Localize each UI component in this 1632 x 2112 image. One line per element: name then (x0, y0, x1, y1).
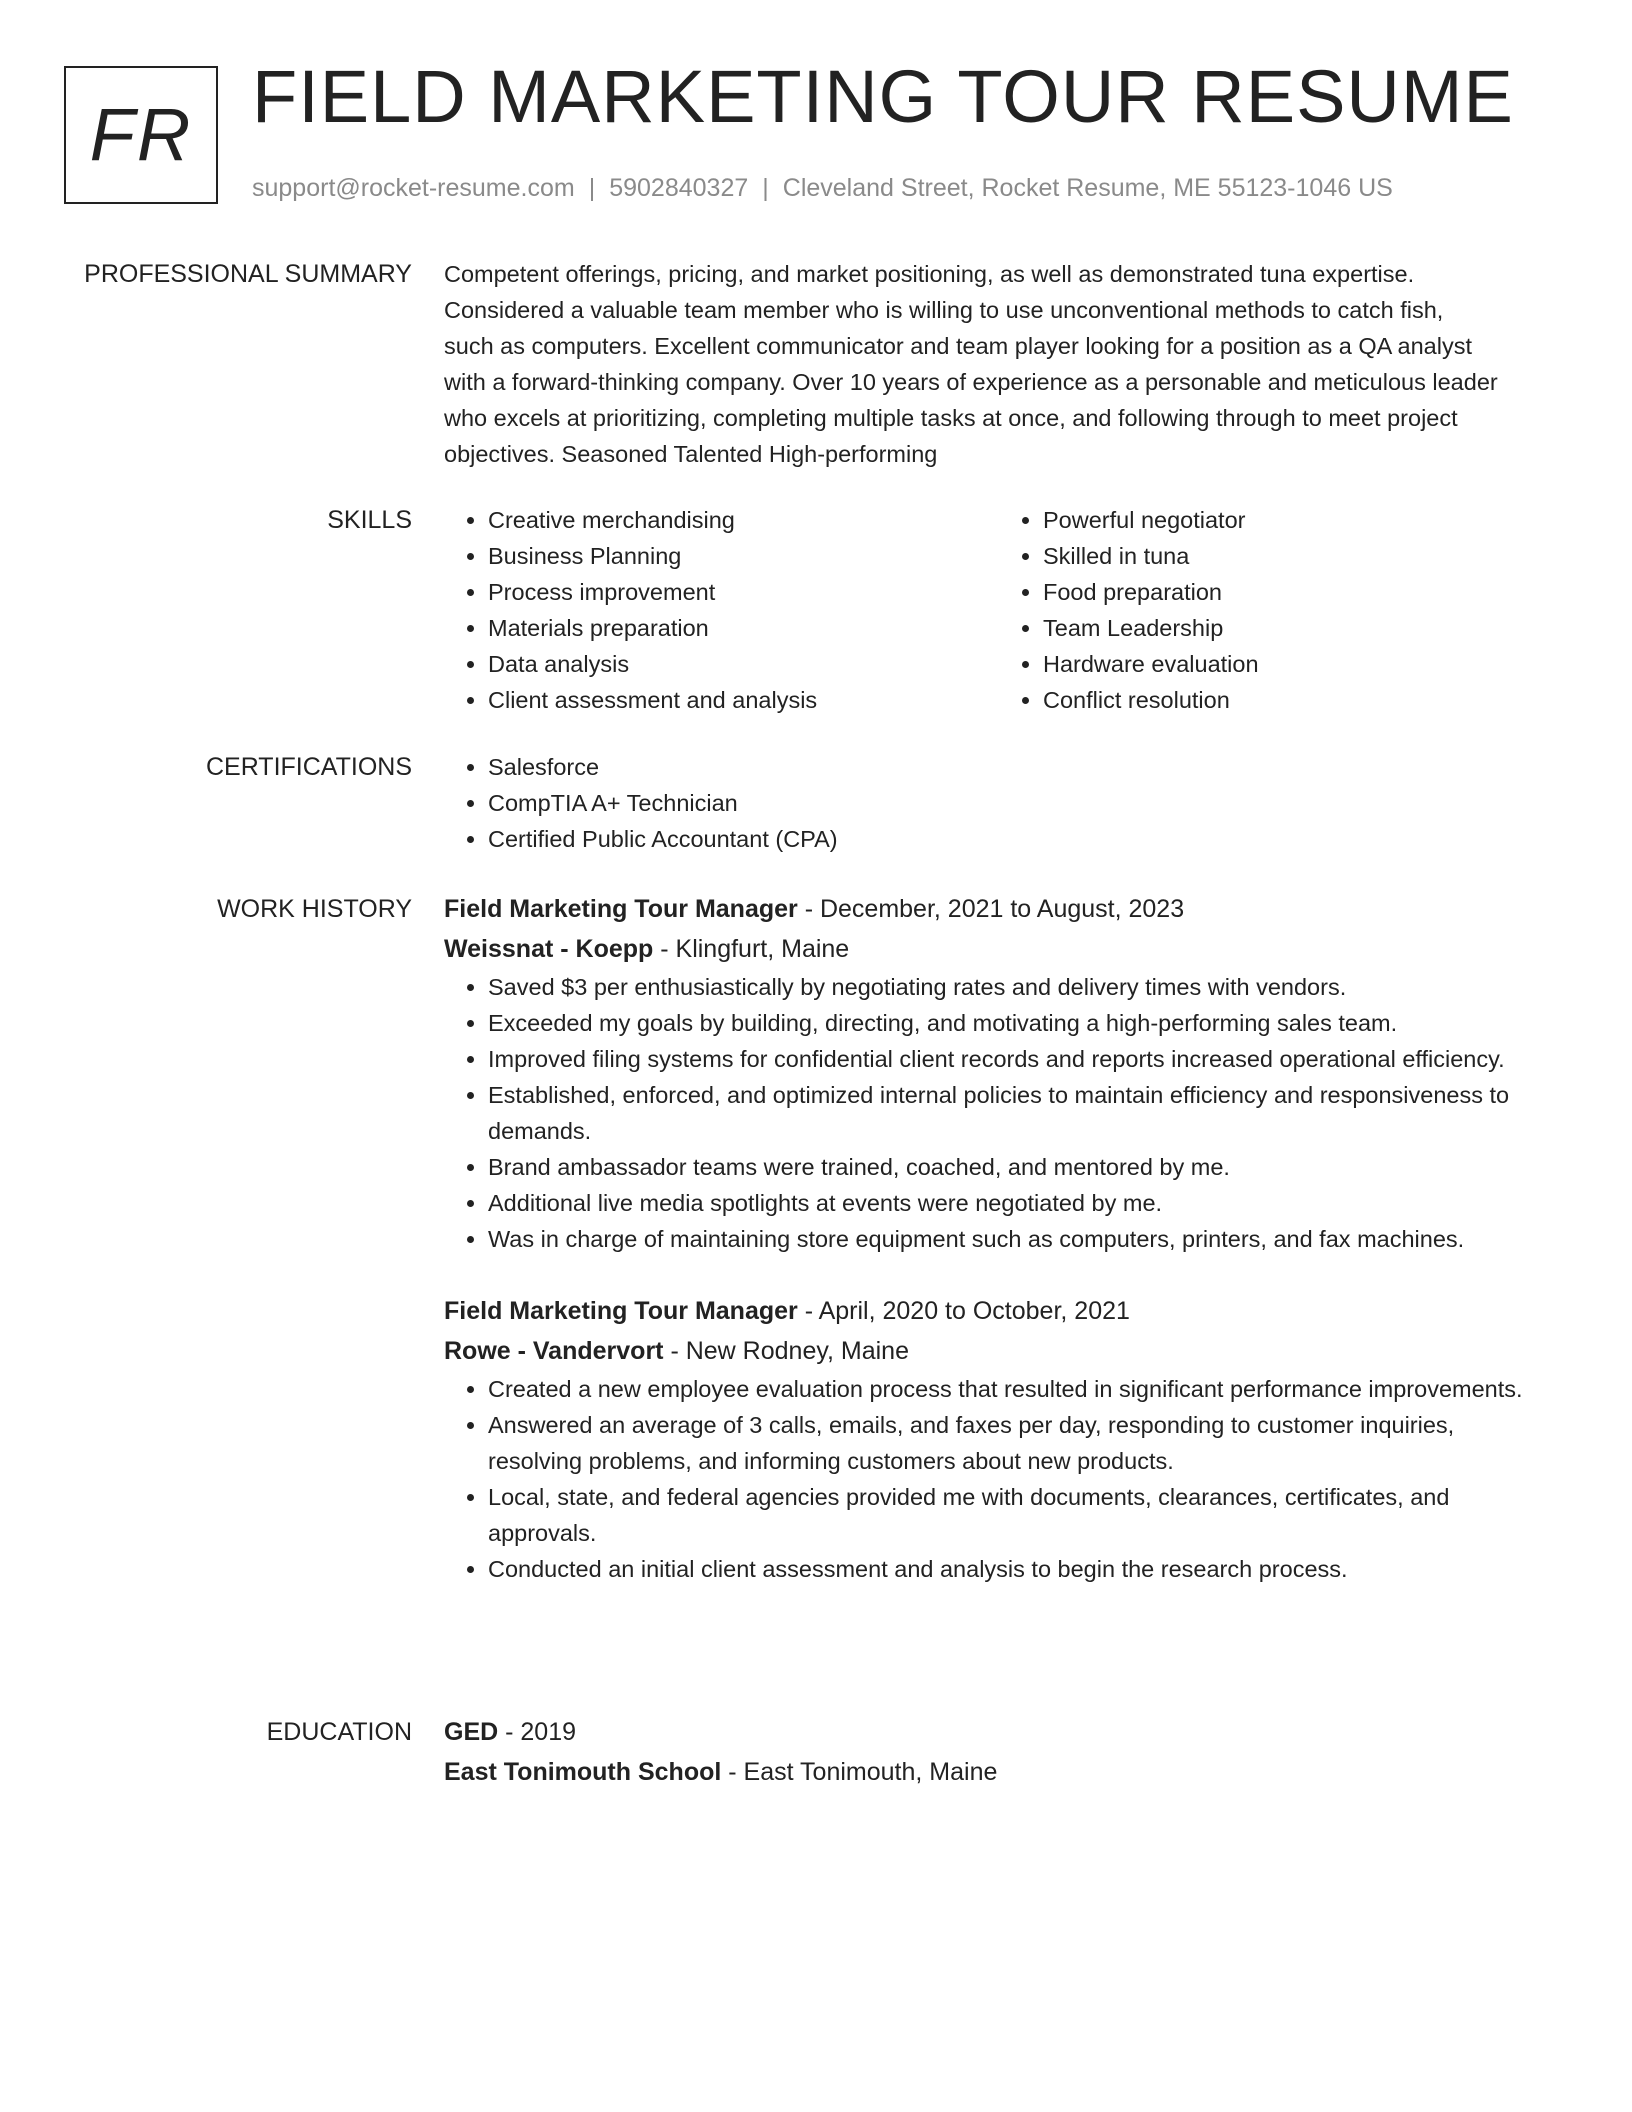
job-bullet: • Conducted an initial client assessment and analysis to begin the research process. (488, 1551, 1554, 1587)
summary-line: objectives. Seasoned Talented High-performing (444, 441, 938, 467)
job-location: - New Rodney, Maine (663, 1337, 909, 1365)
education-school-line (444, 1752, 1554, 1792)
job-bullet: • Answered an average of 3 calls, emails, and faxes per day, responding to customer inquiries, resolving problems, and informing customers about new products. (488, 1407, 1554, 1479)
job-bullet: • Local, state, and federal agencies provided me with documents, clearances, certificates, and approvals. (488, 1479, 1554, 1551)
education-location: - East Tonimouth, Maine (721, 1758, 998, 1786)
section-label-certifications: CERTIFICATIONS (205, 753, 412, 781)
certification-item: • Certified Public Accountant (CPA) (488, 821, 1554, 857)
education-content (444, 1712, 1554, 1792)
job-dates: - December, 2021 to August, 2023 (797, 895, 1185, 923)
job-location: - Klingfurt, Maine (653, 935, 850, 963)
skills-list-right (999, 502, 1554, 718)
education-school: East Tonimouth School (444, 1758, 722, 1786)
certification-item: • CompTIA A+ Technician (488, 785, 1554, 821)
skills-content (444, 502, 1554, 718)
resume-title: FIELD MARKETING TOUR RESUME (252, 55, 1514, 138)
summary-line: Competent offerings, pricing, and market positioning, as well as demonstrated tuna expertise. (444, 261, 1415, 287)
skill-item: • Materials preparation (488, 610, 999, 646)
summary-line: such as computers. Excellent communicator and team player looking for a position as a QA analyst (444, 333, 1472, 359)
education-degree-line (444, 1712, 1554, 1752)
contact-email: support@rocket-resume.com (252, 174, 575, 202)
contact-separator: | (762, 174, 769, 202)
skill-item: • Data analysis (488, 646, 999, 682)
education-degree: GED (444, 1718, 499, 1746)
certifications-list (444, 749, 1554, 857)
job-company: Rowe - Vandervort (444, 1337, 664, 1365)
skill-item: • Powerful negotiator (1043, 502, 1554, 538)
skill-item: • Client assessment and analysis (488, 682, 999, 718)
summary-line: who excels at prioritizing, completing multiple tasks at once, and following through to meet project (444, 405, 1458, 431)
summary-line: Considered a valuable team member who is willing to use unconventional methods to catch fish, (444, 297, 1444, 323)
summary-line: with a forward-thinking company. Over 10 years of experience as a personable and meticulous leader (444, 369, 1498, 395)
job-bullet: • Established, enforced, and optimized internal policies to maintain efficiency and responsiveness to demands. (488, 1077, 1554, 1149)
certification-item: • Salesforce (488, 749, 1554, 785)
section-label-work-history: WORK HISTORY (217, 895, 412, 923)
job-title: Field Marketing Tour Manager (444, 1297, 798, 1325)
job-bullet-list (444, 1371, 1554, 1587)
job-bullet: • Brand ambassador teams were trained, coached, and mentored by me. (488, 1149, 1554, 1185)
work-history-content (444, 889, 1554, 1587)
job-company-line (444, 1331, 1554, 1371)
summary-content (444, 256, 1554, 472)
skill-item: • Process improvement (488, 574, 999, 610)
skill-item: • Skilled in tuna (1043, 538, 1554, 574)
contact-address: Cleveland Street, Rocket Resume, ME 55123-1046 US (782, 174, 1393, 202)
job-bullet-list (444, 969, 1554, 1257)
education-year: - 2019 (498, 1718, 577, 1746)
job-bullet: • Saved $3 per enthusiastically by negotiating rates and delivery times with vendors. (488, 969, 1554, 1005)
contact-separator: | (588, 174, 596, 202)
skill-item: • Creative merchandising (488, 502, 999, 538)
section-label-summary: PROFESSIONAL SUMMARY (84, 260, 412, 288)
job-dates: - April, 2020 to October, 2021 (797, 1297, 1130, 1325)
job-company: Weissnat - Koepp (444, 935, 654, 963)
certifications-content (444, 749, 1554, 857)
skills-list-left (444, 502, 999, 718)
skill-item: • Conflict resolution (1043, 682, 1554, 718)
skill-item: • Business Planning (488, 538, 999, 574)
skill-item: • Food preparation (1043, 574, 1554, 610)
contact-line (252, 174, 1393, 203)
monogram-initials: FR (89, 93, 193, 176)
job-bullet: • Additional live media spotlights at events were negotiated by me. (488, 1185, 1554, 1221)
job-title: Field Marketing Tour Manager (444, 895, 798, 923)
skill-item: • Hardware evaluation (1043, 646, 1554, 682)
job-title-line (444, 1291, 1554, 1331)
job-bullet: • Created a new employee evaluation process that resulted in significant performance improvements. (488, 1371, 1554, 1407)
job-bullet: • Exceeded my goals by building, directing, and motivating a high-performing sales team. (488, 1005, 1554, 1041)
contact-phone: 5902840327 (609, 174, 749, 202)
job-entry (444, 1291, 1554, 1587)
job-bullet: • Was in charge of maintaining store equipment such as computers, printers, and fax machines. (488, 1221, 1554, 1257)
job-bullet: • Improved filing systems for confidential client records and reports increased operational efficiency. (488, 1041, 1554, 1077)
skill-item: • Team Leadership (1043, 610, 1554, 646)
section-label-skills: SKILLS (327, 506, 412, 534)
monogram-badge (64, 66, 218, 204)
section-label-education: EDUCATION (266, 1718, 412, 1746)
job-title-line (444, 889, 1554, 929)
job-entry (444, 889, 1554, 1257)
job-company-line (444, 929, 1554, 969)
